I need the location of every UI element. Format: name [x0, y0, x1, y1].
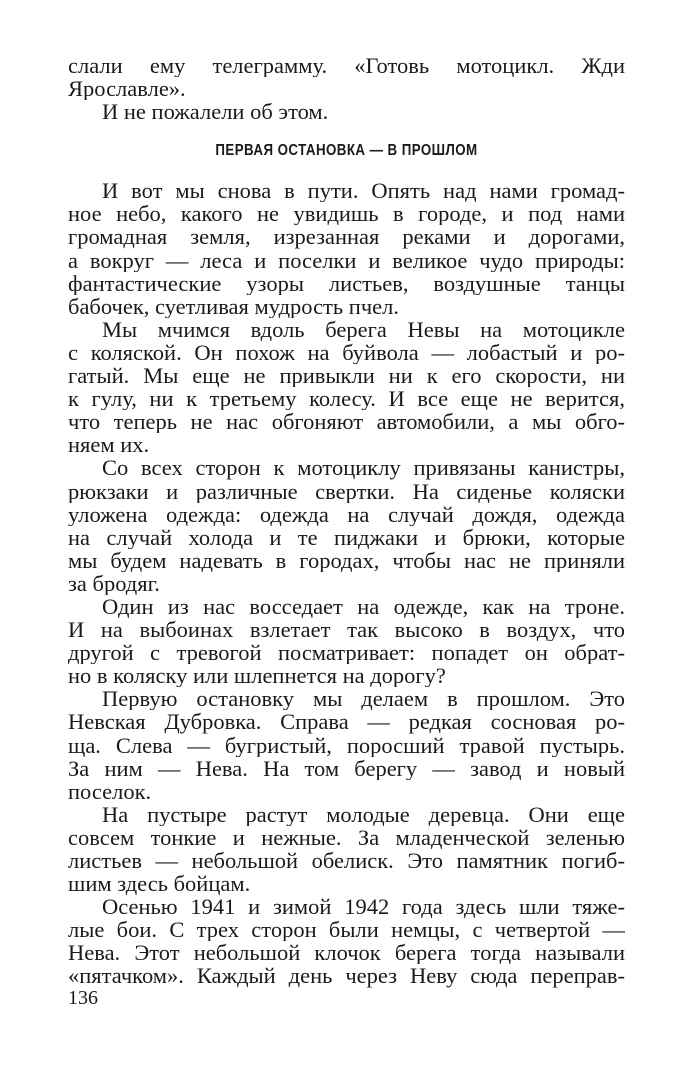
paragraph: [68, 318, 625, 457]
text-line: лые бои. С трех сторон были немцы, с четвертой —: [68, 918, 625, 942]
text-line: гатый. Мы еще не привыкли ни к его скорости, ни: [68, 364, 625, 388]
text-line: Мы мчимся вдоль берега Невы на мотоцикле: [102, 317, 625, 341]
paragraph: [68, 456, 625, 595]
section-heading: ПЕРВАЯ ОСТАНОВКА — В ПРОШЛОМ: [215, 142, 478, 160]
text-line: няем их.: [68, 433, 150, 457]
text-line: что теперь не нас обгоняют автомобили, а мы обго-: [68, 410, 625, 434]
text-line: шим здесь бойцам.: [68, 872, 251, 896]
text-line: И вот мы снова в пути. Опять над нами громад-: [102, 179, 625, 203]
text-line: «пятачком». Каждый день через Неву сюда переправ-: [68, 964, 625, 988]
text-line: слали ему телеграмму. «Готовь мотоцикл. Жди: [68, 54, 625, 78]
text-line: Ярославле».: [68, 77, 186, 101]
text-line: Нева. Этот небольшой клочок берега тогда называли: [68, 941, 625, 965]
text-line: За ним — Нева. На том берегу — завод и новый: [68, 756, 625, 780]
body-text: [68, 179, 625, 987]
text-line: уложена одежда: одежда на случай дождя, одежда: [68, 502, 625, 526]
text-line: поселок.: [68, 779, 152, 803]
text-line: к гулу, ни к третьему колесу. И все еще не верится,: [68, 387, 625, 411]
text-line: другой с тревогой посматривает: попадет он обрат-: [68, 641, 625, 665]
text-line: бабочек, суетливая мудрость пчел.: [68, 294, 399, 318]
paragraph: [68, 687, 625, 802]
intro-block: [68, 54, 625, 123]
paragraph: [68, 595, 625, 687]
text-line: рюкзаки и различные свертки. На сиденье коляски: [68, 479, 625, 503]
text-line: громадная земля, изрезанная реками и дорогами,: [68, 225, 625, 249]
text-line: фантастические узоры листьев, воздушные танцы: [68, 271, 625, 295]
text-line: мы будем надевать в городах, чтобы нас не приняли: [68, 548, 625, 572]
text-line: на случай холода и те пиджаки и брюки, которые: [68, 525, 625, 549]
text-line: ное небо, какого не увидишь в городе, и под нами: [68, 202, 625, 226]
text-line: Первую остановку мы делаем в прошлом. Это: [102, 687, 625, 711]
text-line: Со всех сторон к мотоциклу привязаны канистры,: [102, 456, 625, 480]
paragraph: [68, 803, 625, 895]
text-line: Осенью 1941 и зимой 1942 года здесь шли тяже-: [102, 895, 625, 919]
page-body: [68, 54, 625, 988]
page-number: 136: [68, 987, 98, 1009]
text-line: Один из нас восседает на одежде, как на троне.: [102, 594, 625, 619]
text-line: На пустыре растут молодые деревца. Они еще: [102, 802, 625, 826]
paragraph: [68, 179, 625, 318]
text-line: листьев — небольшой обелиск. Это памятник погиб-: [68, 849, 625, 873]
text-line: но в коляску или шлепнется на дорогу?: [68, 664, 446, 688]
text-line: ща. Слева — бугристый, поросший травой пустырь.: [68, 733, 625, 757]
text-line: за бродяг.: [68, 571, 160, 595]
text-line: И не пожалели об этом.: [102, 100, 329, 124]
paragraph: [68, 895, 625, 987]
text-line: а вокруг — леса и поселки и великое чудо природы:: [68, 248, 625, 272]
text-line: с коляской. Он похож на буйвола — лобастый и ро-: [68, 340, 625, 365]
text-line: совсем тонкие и нежные. За младенческой зеленью: [68, 825, 625, 849]
text-line: И на выбоинах взлетает так высоко в воздух, что: [68, 618, 625, 642]
text-line: Невская Дубровка. Справа — редкая сосновая ро-: [68, 710, 625, 734]
